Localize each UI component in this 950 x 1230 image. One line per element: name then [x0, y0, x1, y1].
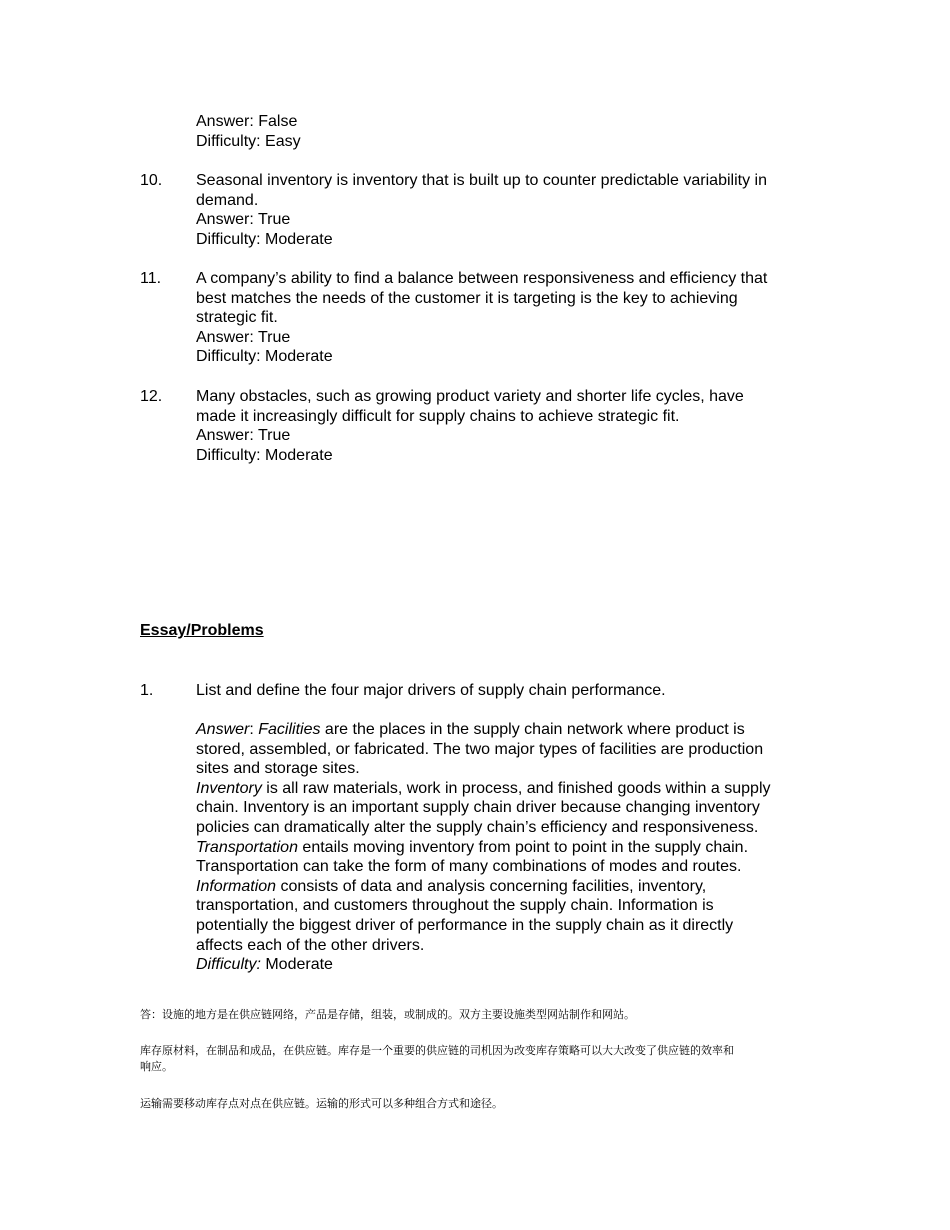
answer-transportation-line: Transportation entails moving inventory from point to point in the supply chain. [196, 838, 749, 856]
answer-text-line: potentially the biggest driver of performance in the supply chain as it directly [196, 916, 734, 934]
question-text-line: A company’s ability to find a balance between responsiveness and efficiency that [196, 270, 768, 287]
question-number: 1. [140, 682, 154, 699]
chinese-line: 响应。 [140, 1060, 173, 1073]
answer-text-line: Transportation can take the form of many combinations of modes and routes. [196, 858, 742, 876]
question-9-continuation [140, 112, 820, 151]
question-text-line: List and define the four major drivers of supply chain performance. [196, 682, 666, 699]
difficulty-label: Difficulty: [196, 956, 261, 974]
answer-facilities-line: Answer: Facilities are the places in the supply chain network where product is [196, 721, 745, 738]
question-text-line: made it increasingly difficult for supply chains to achieve strategic fit. [196, 407, 680, 425]
transportation-term: Transportation [196, 838, 298, 856]
chinese-paragraph-3: 运输需要移动库存点对点在供应链。运输的形式可以多种组合方式和途径。 [140, 1097, 503, 1110]
question-number: 11. [140, 270, 162, 287]
question-text-line: demand. [196, 191, 259, 209]
answer-text-line: affects each of the other drivers. [196, 936, 425, 954]
answer-text-line: policies can dramatically alter the supply chain’s efficiency and responsiveness. [196, 818, 759, 836]
chinese-paragraph-2 [140, 1043, 820, 1075]
difficulty-text: Difficulty: Moderate [196, 230, 333, 248]
chinese-line: 库存原材料，在制品和成品，在供应链。库存是一个重要的供应链的司机因为改变库存策略可以大大改变了供应链的效率和 [140, 1044, 734, 1057]
answer-text-line: chain. Inventory is an important supply chain driver because changing inventory [196, 799, 760, 817]
difficulty-text: Difficulty: Easy [196, 132, 301, 150]
essay-answer [140, 720, 820, 975]
answer-inventory-line: Inventory is all raw materials, work in process, and finished goods within a supply [196, 779, 771, 797]
answer-text: Answer: True [196, 211, 291, 229]
difficulty-value: Moderate [260, 956, 333, 974]
answer-text: Answer: True [196, 328, 291, 346]
question-text-line: best matches the needs of the customer it is targeting is the key to achieving [196, 289, 738, 307]
answer-label: Answer [196, 721, 250, 738]
answer-text-line: sites and storage sites. [196, 760, 360, 778]
information-term: Information [196, 877, 277, 895]
question-text-line: strategic fit. [196, 309, 278, 327]
answer-text: Answer: False [196, 113, 298, 130]
inventory-term: Inventory [196, 779, 262, 797]
question-10 [140, 171, 820, 249]
facilities-term: Facilities [258, 721, 321, 738]
question-number: 12. [140, 388, 163, 405]
chinese-paragraph-1: 答：设施的地方是在供应链网络，产品是存储，组装，或制成的。双方主要设施类型网站制作和网站。 [140, 1008, 635, 1021]
question-text-line: Seasonal inventory is inventory that is built up to counter predictable variability in [196, 172, 767, 189]
difficulty-line [196, 955, 820, 975]
answer-information-line: Information consists of data and analysis concerning facilities, inventory, [196, 877, 707, 895]
difficulty-text: Difficulty: Moderate [196, 446, 333, 464]
answer-text-line: transportation, and customers throughout the supply chain. Information is [196, 897, 714, 915]
answer-text-line: stored, assembled, or fabricated. The two major types of facilities are production [196, 740, 764, 758]
difficulty-text: Difficulty: Moderate [196, 348, 333, 366]
question-number: 10. [140, 172, 163, 189]
question-11 [140, 269, 820, 367]
essay-question-1 [140, 681, 820, 701]
section-heading: Essay/Problems [140, 622, 264, 639]
answer-text: Answer: True [196, 427, 291, 445]
question-text-line: Many obstacles, such as growing product variety and shorter life cycles, have [196, 388, 744, 405]
question-12 [140, 387, 820, 465]
